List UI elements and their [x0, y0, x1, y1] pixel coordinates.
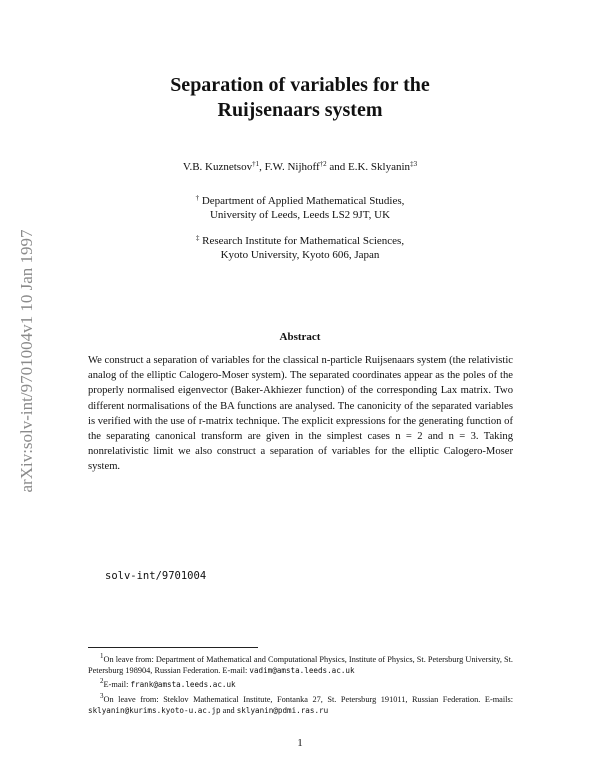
preprint-number: solv-int/9701004 [105, 570, 207, 582]
arxiv-identifier: arXiv:solv-int/9701004v1 10 Jan 1997 [17, 229, 36, 493]
affiliation-2-mark: ‡ [195, 234, 200, 242]
author-3: and E.K. Sklyanin [326, 161, 411, 173]
affiliation-1-line-1 [80, 194, 520, 207]
footnote-1-mark: 1 [100, 652, 104, 660]
abstract-heading: Abstract [279, 331, 321, 343]
affiliation-1-text: Department of Applied Mathematical Studies, [201, 195, 405, 207]
affiliation-2-text: Research Institute for Mathematical Sciences, [202, 235, 405, 247]
footnote-1 [88, 651, 513, 676]
author-3-mark: ‡3 [410, 160, 418, 168]
author-list [80, 160, 520, 173]
page-number: 1 [297, 737, 303, 749]
footnote-3-mark: 3 [100, 691, 104, 700]
footnote-3-email-2[interactable]: sklyanin@pdmi.ras.ru [236, 705, 329, 715]
footnote-3-text: On leave from: Steklov Mathematical Institute, Fontanka 27, St. Petersburg 191011, Russian Federation. E-mails: [103, 694, 513, 704]
author-2: , F.W. Nijhoff [259, 161, 320, 173]
affiliation-1-line-2: University of Leeds, Leeds LS2 9JT, UK [209, 209, 391, 221]
author-1: V.B. Kuznetsov [182, 161, 253, 173]
paper-title-line-1: Separation of variables for the [170, 74, 430, 96]
footnote-3 [88, 691, 513, 716]
footnote-2-email[interactable]: frank@amsta.leeds.ac.uk [130, 680, 236, 690]
abstract-body: We construct a separation of variables for the classical n-particle Ruijsenaars system (the relativistic analog of the elliptic Calogero-Moser system). The separated coordinates appear as the poles of the properly normalised eigenvector (Baker-Akhiezer function) of the corresponding Lax matrix. Two different normalisations of the BA functions are analysed. The canonicity of the separated variables is verified with the use of r-matrix technique. The explicit expressions for the generating function of the separating canonical transform are given in the simplest cases n = 2 and n = 3. Taking nonrelativistic limit we also construct a separation of variables for the elliptic Calogero-Moser system. [88, 355, 513, 473]
author-1-mark: †1 [252, 160, 260, 168]
footnote-2-mark: 2 [100, 677, 104, 686]
footnote-3-email-1[interactable]: sklyanin@kurims.kyoto-u.ac.jp [88, 705, 221, 715]
affiliation-2-line-1 [80, 234, 520, 247]
footnote-1-email[interactable]: vadim@amsta.leeds.ac.uk [249, 666, 355, 676]
footnote-2 [88, 676, 513, 690]
affiliation-1-mark: † [195, 194, 200, 202]
footnote-3-and: and [220, 705, 237, 715]
footnote-rule [88, 647, 258, 648]
arxiv-sidebar-stamp [14, 206, 40, 516]
footnotes [88, 651, 513, 716]
footnote-2-text: E-mail: [103, 680, 131, 690]
author-2-mark: †2 [319, 160, 327, 168]
affiliation-2-line-2: Kyoto University, Kyoto 606, Japan [220, 249, 380, 261]
footnote-1-text: On leave from: Department of Mathematical and Computational Physics, Institute of Physics, St. Petersburg University, St. Petersburg 198904, Russian Federation. E-mail: [88, 655, 513, 676]
paper-title-line-2: Ruijsenaars system [217, 99, 383, 121]
